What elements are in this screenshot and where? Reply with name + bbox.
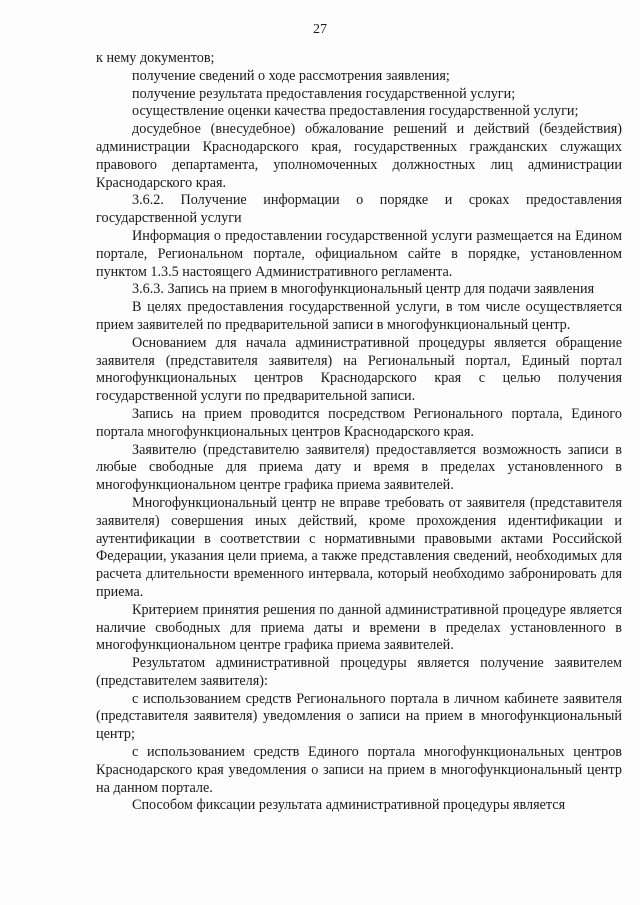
paragraph: Многофункциональный центр не вправе требовать от заявителя (представителя заявителя) совершения иных действий, кроме прохождения идентификации и аутентификации в соответствии с нормативными правовыми актами Российской Федерации, указания цели приема, а также представления сведений, необходимых для расчета длительности временного интервала, который необходимо забронировать для приема. bbox=[96, 494, 622, 600]
paragraph: Информация о предоставлении государственной услуги размещается на Едином портале, Региональном портале, официальном сайте в порядке, установленном пунктом 1.3.5 настоящего Административного регламента. bbox=[96, 227, 622, 280]
paragraph: Результатом административной процедуры является получение заявителем (представителем заявителя): bbox=[96, 655, 622, 689]
paragraph: с использованием средств Единого портала многофункциональных центров Краснодарского края уведомления о записи на прием в многофункциональный центр на данном портале. bbox=[96, 744, 622, 796]
paragraph: с использованием средств Регионального портала в личном кабинете заявителя (представителя заявителя) уведомления о записи на прием в многофункциональный центр; bbox=[96, 690, 622, 743]
paragraph: Основанием для начала административной процедуры является обращение заявителя (представителя заявителя) на Региональный портал, Единый портал многофункциональных центров Краснодарского края с целью получения государственной услуги по предварительной записи. bbox=[96, 334, 622, 405]
paragraph: Способом фиксации результата административной процедуры является bbox=[132, 797, 566, 814]
paragraph: Заявителю (представителю заявителя) предоставляется возможность записи в любые свободные для приема дату и время в пределах установленного в многофункциональном центре графика приема заявителей. bbox=[96, 441, 622, 494]
paragraph: досудебное (внесудебное) обжалование решений и действий (бездействия) администрации Краснодарского края, государственных гражданских служащих правового департамента, уполномоченных должностных лиц администрации Краснодарского края. bbox=[96, 121, 622, 191]
paragraph: получение результата предоставления государственной услуги; bbox=[132, 85, 516, 102]
paragraph: осуществление оценки качества предоставления государственной услуги; bbox=[132, 103, 579, 120]
document-body bbox=[96, 50, 622, 815]
paragraph: к нему документов; bbox=[96, 50, 215, 66]
page-number: 27 bbox=[313, 22, 327, 37]
paragraph: В целях предоставления государственной услуги, в том числе осуществляется прием заявителей по предварительной записи в многофункциональный центр. bbox=[96, 299, 622, 333]
paragraph: Критерием принятия решения по данной административной процедуре является наличие свободных для приема даты и времени в пределах установленного в многофункциональном центре графика приема заявителей. bbox=[96, 601, 622, 654]
section-heading: 3.6.3. Запись на прием в многофункциональный центр для подачи заявления bbox=[132, 281, 595, 298]
paragraph: получение сведений о ходе рассмотрения заявления; bbox=[132, 67, 450, 84]
paragraph: Запись на прием проводится посредством Регионального портала, Единого портала многофункциональных центров Краснодарского края. bbox=[96, 405, 622, 440]
section-heading: 3.6.2. Получение информации о порядке и сроках предоставления государственной услуги bbox=[96, 192, 622, 227]
